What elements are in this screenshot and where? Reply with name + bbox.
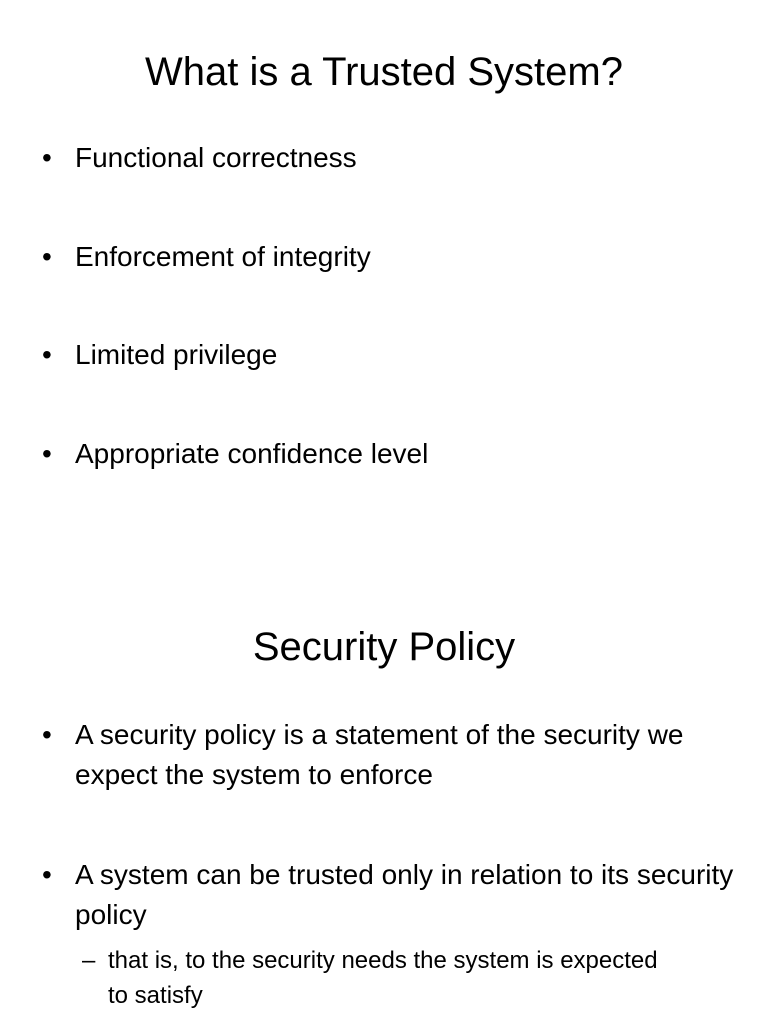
dash-icon: – [82, 947, 96, 974]
bullet-icon: • [42, 339, 52, 370]
slide-security-policy [0, 512, 768, 1024]
bullet-icon: • [42, 438, 52, 469]
sub-bullet-text: that is, to the security needs the system is expected to satisfy [108, 947, 658, 1009]
bullet-text: Enforcement of integrity [75, 241, 371, 272]
slide-title: Security Policy [252, 625, 516, 669]
bullet-text: A security policy is a statement of the security we expect the system to enforce [75, 719, 684, 790]
bullet-text: Limited privilege [75, 339, 278, 370]
bullet-text: Appropriate confidence level [75, 438, 429, 469]
bullet-icon: • [42, 719, 52, 750]
bullet-icon: • [42, 142, 52, 173]
slide-title: What is a Trusted System? [145, 50, 623, 94]
bullet-icon: • [42, 859, 52, 890]
bullet-text: Functional correctness [75, 142, 357, 173]
bullet-icon: • [42, 241, 52, 272]
bullet-text: A system can be trusted only in relation to its security policy [75, 859, 734, 930]
